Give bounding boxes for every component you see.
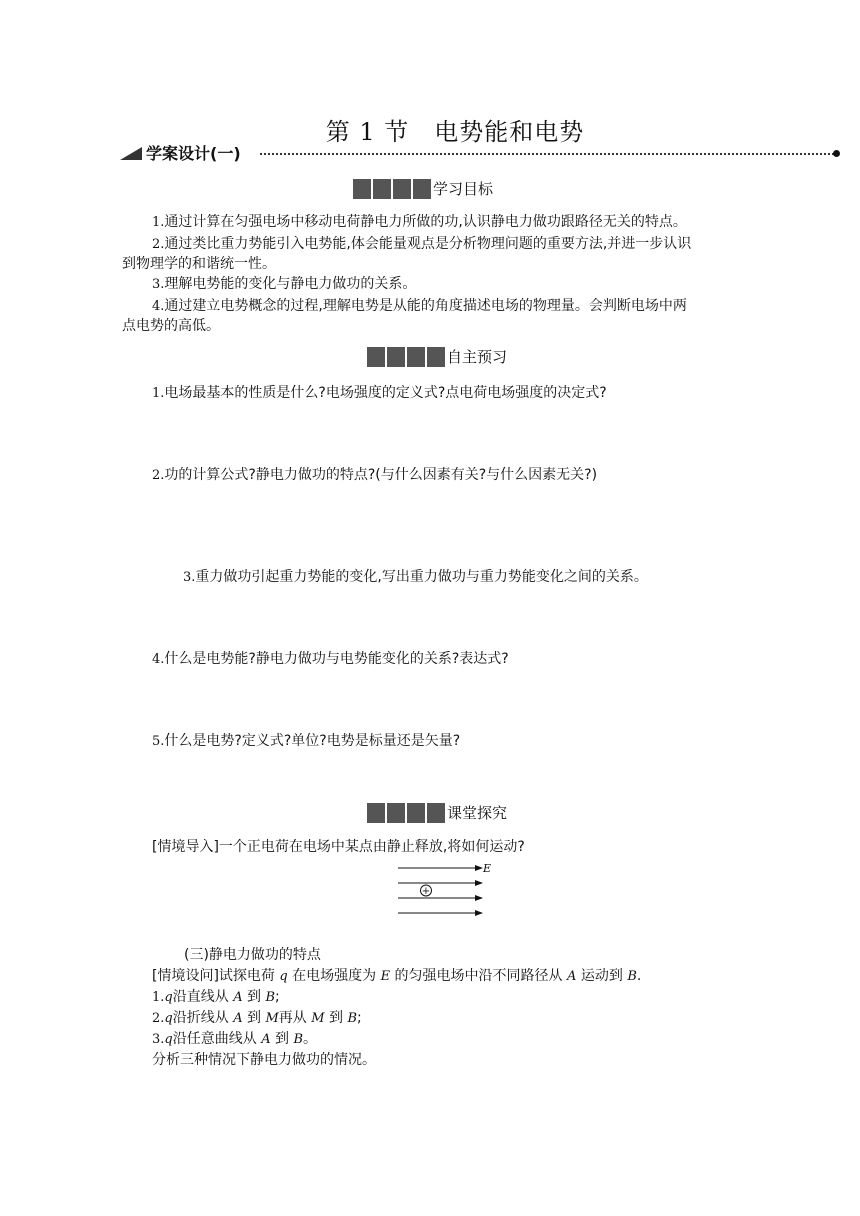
analysis-prompt: 分析三种情况下静电力做功的情况。: [152, 1052, 376, 1068]
objectives-heading: [353, 178, 493, 200]
objective-4-continued: 点电势的高低。: [122, 318, 220, 334]
path-item-2: 2.q沿折线从 A 到 M再从 M 到 B;: [152, 1010, 362, 1026]
section-banner: [120, 144, 840, 164]
banner-label: 学案设计(一): [146, 144, 241, 163]
heading-blocks-icon: [367, 803, 447, 823]
banner-dotted-line: [260, 153, 834, 155]
path-item-1: 1.q沿直线从 A 到 B;: [152, 989, 280, 1005]
objective-2: 2.通过类比重力势能引入电势能,体会能量观点是分析物理问题的重要方法,并进一步认识: [152, 236, 692, 252]
preview-question-2: 2.功的计算公式?静电力做功的特点?(与什么因素有关?与什么因素无关?): [152, 467, 598, 483]
scenario-question: [情境设问]试探电荷 q 在电场强度为 E 的匀强电场中沿不同路径从 A 运动到 B.: [152, 968, 642, 984]
objective-4: 4.通过建立电势概念的过程,理解电势是从能的角度描述电场的物理量。会判断电场中两: [152, 298, 687, 314]
electric-field-figure: [396, 860, 498, 920]
banner-end-dot: [833, 150, 840, 157]
explore-heading-label: 课堂探究: [447, 804, 508, 822]
path-item-3: 3.q沿任意曲线从 A 到 B。: [152, 1031, 318, 1047]
field-label: E: [483, 862, 492, 875]
objectives-heading-label: 学习目标: [433, 180, 494, 198]
preview-question-3: 3.重力做功引起重力势能的变化,写出重力做功与重力势能变化之间的关系。: [183, 569, 648, 585]
objective-2-continued: 到物理学的和谐统一性。: [122, 256, 276, 272]
preview-question-4: 4.什么是电势能?静电力做功与电势能变化的关系?表达式?: [152, 651, 509, 667]
objective-3: 3.理解电势能的变化与静电力做功的关系。: [152, 276, 417, 292]
page-title: 第 1 节 电势能和电势: [325, 118, 585, 146]
objective-1: 1.通过计算在匀强电场中移动电荷静电力所做的功,认识静电力做功跟路径无关的特点。: [152, 214, 687, 230]
preview-heading-label: 自主预习: [447, 348, 508, 366]
preview-question-5: 5.什么是电势?定义式?单位?电势是标量还是矢量?: [152, 733, 461, 749]
scenario-intro: [情境导入]一个正电荷在电场中某点由静止释放,将如何运动?: [152, 839, 525, 855]
explore-heading: [367, 802, 507, 824]
subsection-heading: (三)静电力做功的特点: [184, 947, 321, 963]
heading-blocks-icon: [353, 179, 433, 199]
heading-blocks-icon: [367, 347, 447, 367]
preview-question-1: 1.电场最基本的性质是什么?电场强度的定义式?点电荷电场强度的决定式?: [152, 385, 607, 401]
banner-triangle-icon: [120, 147, 142, 160]
positive-charge-symbol: +: [421, 886, 431, 897]
preview-heading: [367, 346, 507, 368]
